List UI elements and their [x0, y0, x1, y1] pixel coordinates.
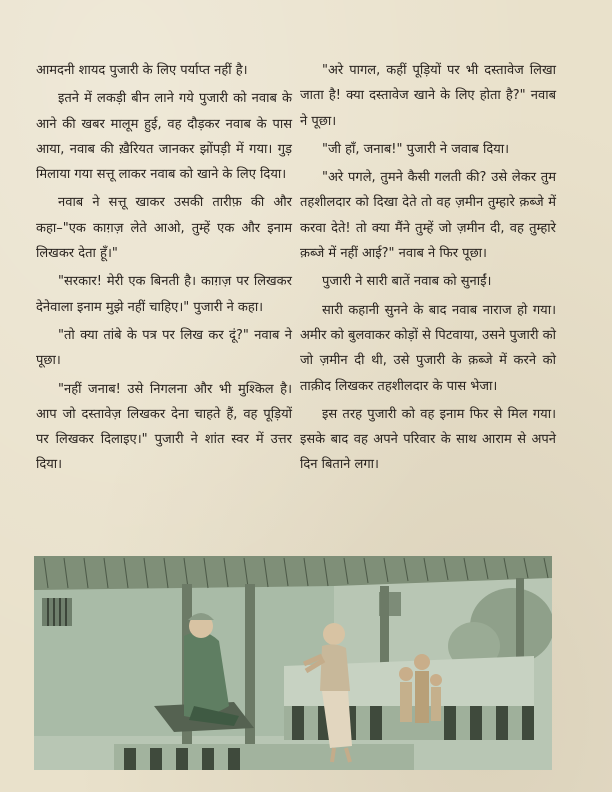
paragraph: "अरे पगले, तुमने कैसी गलती की? उसे लेकर तुम तहशीलदार को दिखा देते तो वह ज़मीन तुम्हारे क़ब्जे में करवा देते! तो क्या मैंने तुम्हें जो ज़मीन दी, वह तुम्हारे क़ब्जे में नहीं आई?" नवाब ने फिर पूछा।	[300, 170, 556, 262]
left-text-column	[36, 58, 292, 481]
window	[42, 598, 72, 626]
paragraph: नवाब ने सत्तू खाकर उसकी तारीफ़ की और कहा–"एक काग़ज़ लेते आओ, तुम्हें एक और इनाम लिखकर देता हूँ।"	[36, 195, 292, 262]
story-illustration	[34, 556, 552, 770]
paragraph: सारी कहानी सुनने के बाद नवाब नाराज हो गया। अमीर को बुलवाकर कोड़ों से पिटवाया, उसने पुजारी को जो ज़मीन दी थी, उसे पुजारी के क़ब्जे में करने को ताक़ीद लिखकर तहशीलदार के पास भेजा।	[300, 302, 556, 394]
paragraph: पुजारी ने सारी बातें नवाब को सुनाईं।	[322, 274, 492, 290]
paragraph: "जी हाँ, जनाब!" पुजारी ने जवाब दिया।	[322, 141, 510, 157]
paragraph: इस तरह पुजारी को वह इनाम फिर से मिल गया। इसके बाद वह अपने परिवार के साथ आराम से अपने दिन बिताने लगा।	[300, 406, 556, 473]
paragraph: "नहीं जनाब! उसे निगलना और भी मुश्किल है। आप जो दस्तावेज़ लिखकर देना चाहते हैं, वह पूड़ियों पर लिखकर दिलाइए।" पुजारी ने शांत स्वर में उत्तर दिया।	[36, 381, 292, 473]
illustration-drawing	[34, 556, 552, 770]
paragraph: आमदनी शायद पुजारी के लिए पर्याप्त नहीं है।	[36, 63, 248, 78]
right-text-column	[300, 58, 556, 481]
paragraph: "तो क्या तांबे के पत्र पर लिख कर दूं?" नवाब ने पूछा।	[36, 327, 292, 369]
paragraph: इतने में लकड़ी बीन लाने गये पुजारी को नवाब के आने की खबर मालूम हुई, वह दौड़कर नवाब के पास आया, नवाब की ख़ैरियत जानकर झोंपड़ी में गया। गुड़ मिलाया गया सत्तू लाकर नवाब को खाने के लिए दिया।	[36, 91, 292, 183]
paragraph: "अरे पागल, कहीं पूड़ियों पर भी दस्तावेज लिखा जाता है! क्या दस्तावेज खाने के लिए होता है?" नवाब ने पूछा।	[300, 63, 556, 129]
paragraph: "सरकार! मेरी एक बिनती है। काग़ज़ पर लिखकर देनेवाला इनाम मुझे नहीं चाहिए।" पुजारी ने कहा।	[36, 274, 292, 315]
